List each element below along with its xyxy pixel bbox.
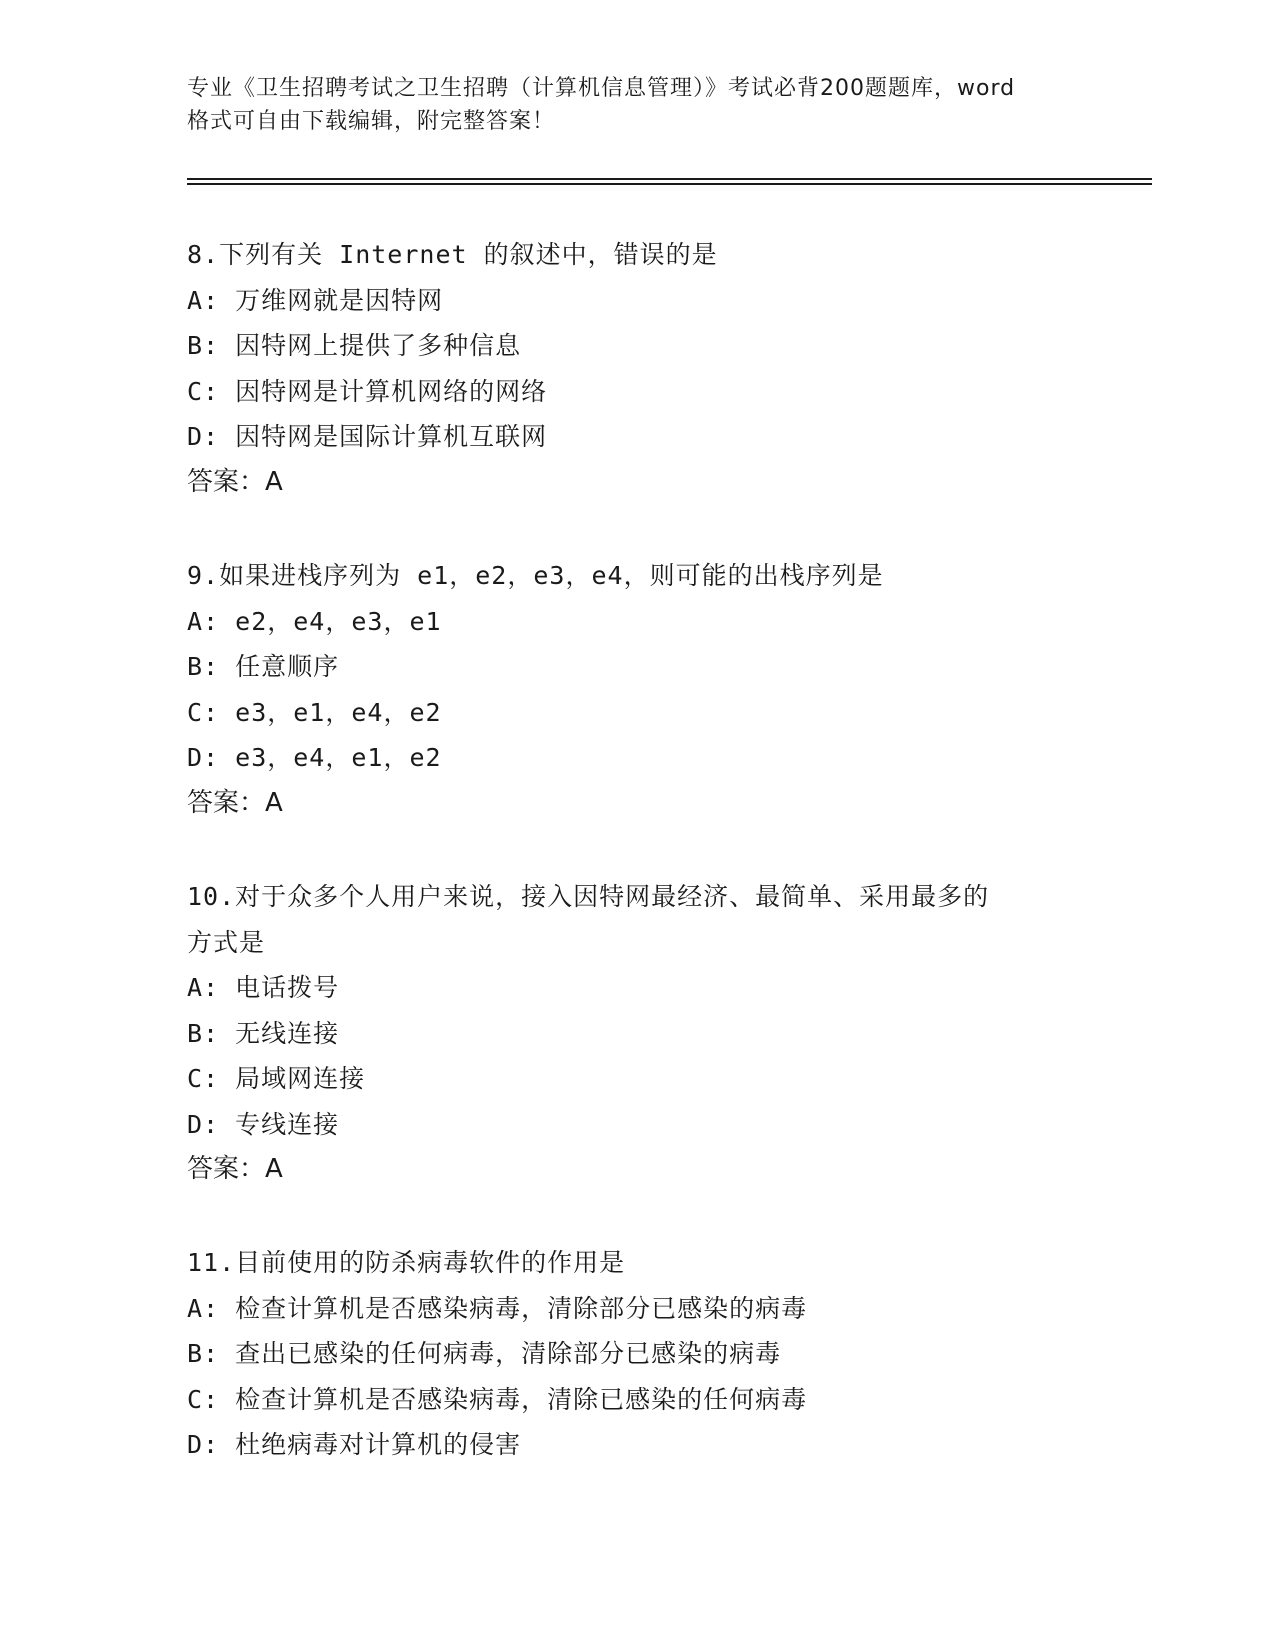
question-8 xyxy=(187,232,1087,505)
question-stem: 11.目前使用的防杀病毒软件的作用是 xyxy=(187,1248,626,1277)
header-line-1: 专业《卫生招聘考试之卫生招聘（计算机信息管理）》考试必背200题题库，word xyxy=(187,76,1016,101)
question-10 xyxy=(187,874,1087,1193)
option-a: A: 检查计算机是否感染病毒，清除部分已感染的病毒 xyxy=(187,1293,808,1323)
header-divider-top xyxy=(187,178,1152,180)
option-d: D: 专线连接 xyxy=(187,1109,340,1139)
answer: 答案：A xyxy=(187,1154,283,1184)
option-b: B: 因特网上提供了多种信息 xyxy=(187,331,522,360)
answer: 答案：A xyxy=(187,787,283,818)
option-b: B: 无线连接 xyxy=(187,1018,340,1048)
question-stem-line-2: 方式是 xyxy=(187,927,266,957)
header-divider-bottom xyxy=(187,183,1152,185)
option-c: C: 因特网是计算机网络的网络 xyxy=(187,376,548,406)
option-b: B: 任意顺序 xyxy=(187,652,340,681)
option-c: C: 局域网连接 xyxy=(187,1064,366,1093)
question-stem: 9.如果进栈序列为 e1，e2，e3，e4，则可能的出栈序列是 xyxy=(187,561,884,590)
header-line-2: 格式可自由下载编辑，附完整答案！ xyxy=(187,109,556,134)
document-header xyxy=(187,72,1107,138)
option-c: C: 检查计算机是否感染病毒，清除已感染的任何病毒 xyxy=(187,1384,808,1414)
option-a: A: 电话拨号 xyxy=(187,973,340,1002)
option-d: D: 杜绝病毒对计算机的侵害 xyxy=(187,1430,522,1459)
question-9 xyxy=(187,553,1087,826)
option-b: B: 查出已感染的任何病毒，清除部分已感染的病毒 xyxy=(187,1339,782,1368)
question-stem-line-1: 10.对于众多个人用户来说，接入因特网最经济、最简单、采用最多的 xyxy=(187,882,990,911)
question-11 xyxy=(187,1240,1087,1468)
option-a: A: e2，e4，e3，e1 xyxy=(187,606,442,636)
answer: 答案：A xyxy=(187,466,283,497)
option-d: D: 因特网是国际计算机互联网 xyxy=(187,422,548,451)
option-a: A: 万维网就是因特网 xyxy=(187,285,444,315)
option-d: D: e3，e4，e1，e2 xyxy=(187,743,442,772)
question-stem: 8.下列有关 Internet 的叙述中，错误的是 xyxy=(187,240,718,269)
option-c: C: e3，e1，e4，e2 xyxy=(187,697,442,727)
